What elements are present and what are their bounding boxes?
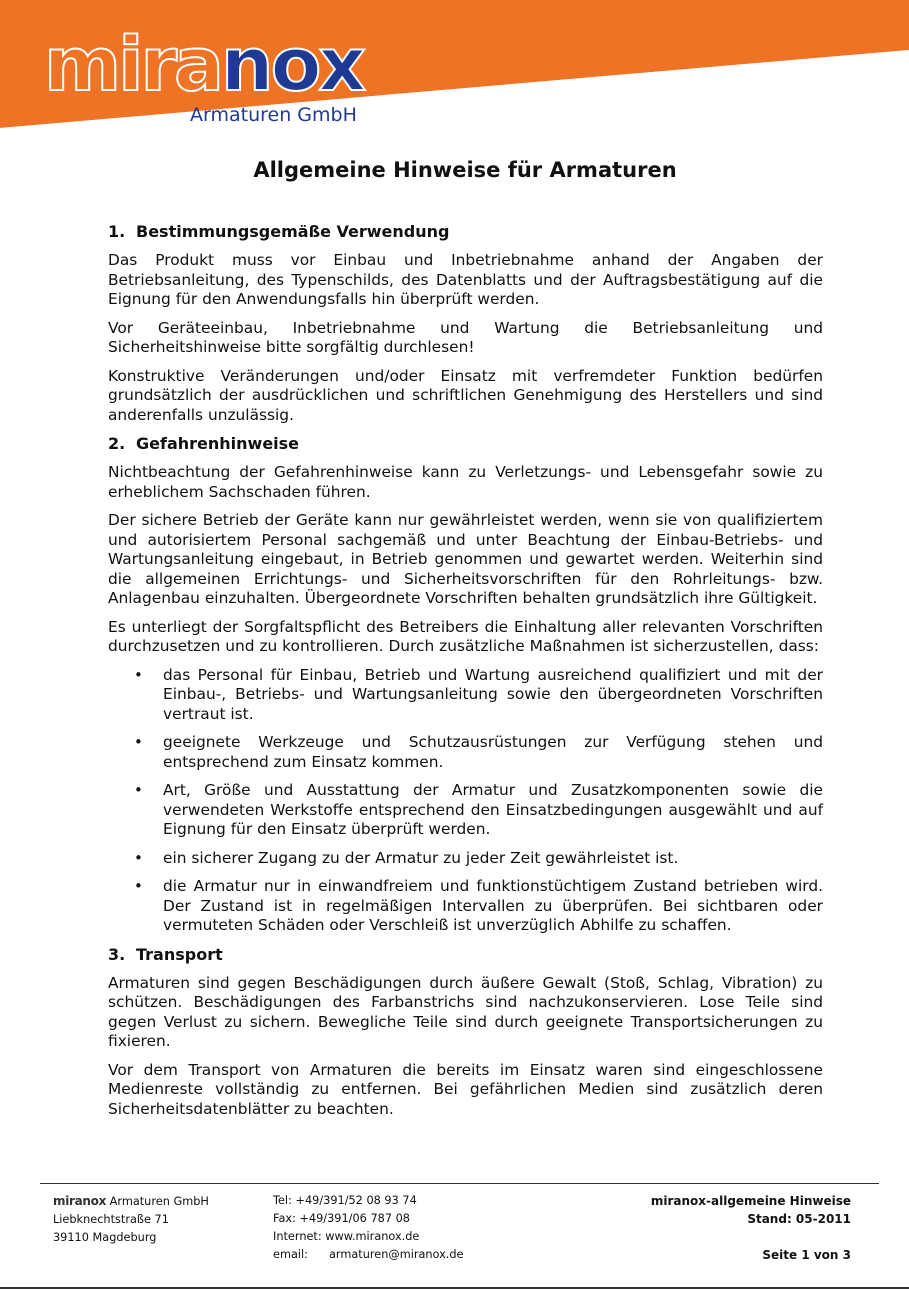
paragraph: Es unterliegt der Sorgfaltspflicht des Betreibers die Einhaltung aller relevanten Vorschriften durchzusetzen und zu kontrollieren. Durch zusätzliche Maßnahmen ist sicherzustellen, dass: [108, 617, 823, 655]
list-item: • geeignete Werkzeuge und Schutzausrüstungen zur Verfügung stehen und entsprechend zum Einsatz kommen. [108, 733, 823, 772]
list-item: • Art, Größe und Ausstattung der Armatur und Zusatzkomponenten sowie die verwendeten Werkstoffe entsprechend den Einsatzbedingungen ausgewählt und auf Eignung für den Einsatz überprüft werden. [108, 781, 823, 840]
document-body [108, 222, 823, 1128]
paragraph: Das Produkt muss vor Einbau und Inbetriebnahme anhand der Angaben der Betriebsanleitung, des Typenschilds, des Datenblatts und der Auftragsbestätigung auf die Eignung für den Anwendungsfalls hin überprüft werden. [108, 251, 823, 308]
footer-doc-name: miranox-allgemeine Hinweise [650, 1194, 851, 1208]
email-link[interactable]: armaturen@miranox.de [329, 1248, 464, 1261]
paragraph: Vor dem Transport von Armaturen die bereits im Einsatz waren sind eingeschlossene Medienreste vollständig zu entfernen. Bei gefährlichen Medien sind zusätzlich deren Sicherheitsdatenblätter zu beachten. [108, 1060, 823, 1118]
footer-document-info [651, 1192, 851, 1264]
footer-company-suffix: Armaturen GmbH [106, 1195, 209, 1208]
footer-contact [273, 1192, 464, 1264]
footer-city: 39110 Magdeburg [53, 1231, 157, 1244]
footer-street: Liebknechtstraße 71 [53, 1213, 169, 1226]
footer-address [53, 1192, 209, 1247]
section-heading: 1. Bestimmungsgemäße Verwendung [108, 222, 450, 241]
page-number: Seite 1 von 3 [762, 1248, 851, 1262]
footer-brand: miranox [53, 1194, 107, 1208]
paragraph: Armaturen sind gegen Beschädigungen durch äußere Gewalt (Stoß, Schlag, Vibration) zu schützen. Beschädigungen des Farbanstrichs sind nachzukonservieren. Lose Teile sind gegen Verlust zu sichern. Bewegliche Teile sind durch geeignete Transportsicherungen zu fixieren. [108, 973, 823, 1050]
fax-label: Fax: [273, 1212, 296, 1225]
document-title: Allgemeine Hinweise für Armaturen [253, 158, 677, 182]
section-heading: 2. Gefahrenhinweise [108, 434, 300, 453]
tel-label: Tel: [273, 1194, 292, 1207]
company-logo: miranox [44, 22, 364, 108]
internet-label: Internet: [273, 1230, 322, 1243]
paragraph: Nichtbeachtung der Gefahrenhinweise kann zu Verletzungs- und Lebensgefahr sowie zu erheblichem Sachschaden führen. [108, 463, 823, 501]
bullet-list [108, 666, 823, 936]
website-link[interactable]: www.miranox.de [325, 1230, 420, 1243]
page-header [0, 0, 909, 130]
list-item: • die Armatur nur in einwandfreiem und funktionstüchtigem Zustand betrieben wird. Der Zustand ist in regelmäßigen Intervallen zu überprüfen. Bei sichtbaren oder vermuteten Schäden oder Verschleiß ist unverzüglich Abhilfe zu schaffen. [108, 877, 823, 936]
list-item: • das Personal für Einbau, Betrieb und Wartung ausreichend qualifiziert und mit der Einbau-, Betriebs- und Wartungsanleitung sowie den übergeordneten Vorschriften vertraut ist. [108, 666, 823, 725]
fax-value: +49/391/06 787 08 [299, 1212, 410, 1225]
list-item: • ein sicherer Zugang zu der Armatur zu jeder Zeit gewährleistet ist. [108, 849, 823, 869]
footer-stand: Stand: 05-2011 [747, 1212, 851, 1226]
footer-divider [40, 1183, 879, 1184]
section-heading: 3. Transport [108, 944, 223, 964]
paragraph: Konstruktive Veränderungen und/oder Einsatz mit verfremdeter Funktion bedürfen grundsätzlich der ausdrücklichen und schriftlichen Genehmigung des Herstellers und sind anderenfalls unzulässig. [108, 366, 823, 424]
logo-subtitle: Armaturen GmbH [190, 104, 357, 126]
email-label: email: [273, 1248, 308, 1261]
tel-value: +49/391/52 08 93 74 [295, 1194, 417, 1207]
paragraph: Der sichere Betrieb der Geräte kann nur gewährleistet werden, wenn sie von qualifiziertem und autorisiertem Personal sachgemäß und unter Beachtung der Einbau-Betriebs- und Wartungsanleitung eingebaut, in Betrieb genommen und gewartet werden. Weiterhin sind die allgemeinen Errichtungs- und Sicherheitsvorschriften für den Rohrleitungs- bzw. Anlagenbau einzuhalten. Übergeordnete Vorschriften behalten grundsätzlich ihre Gültigkeit. [108, 511, 823, 607]
paragraph: Vor Geräteeinbau, Inbetriebnahme und Wartung die Betriebsanleitung und Sicherheitshinweise bitte sorgfältig durchlesen! [108, 318, 823, 356]
